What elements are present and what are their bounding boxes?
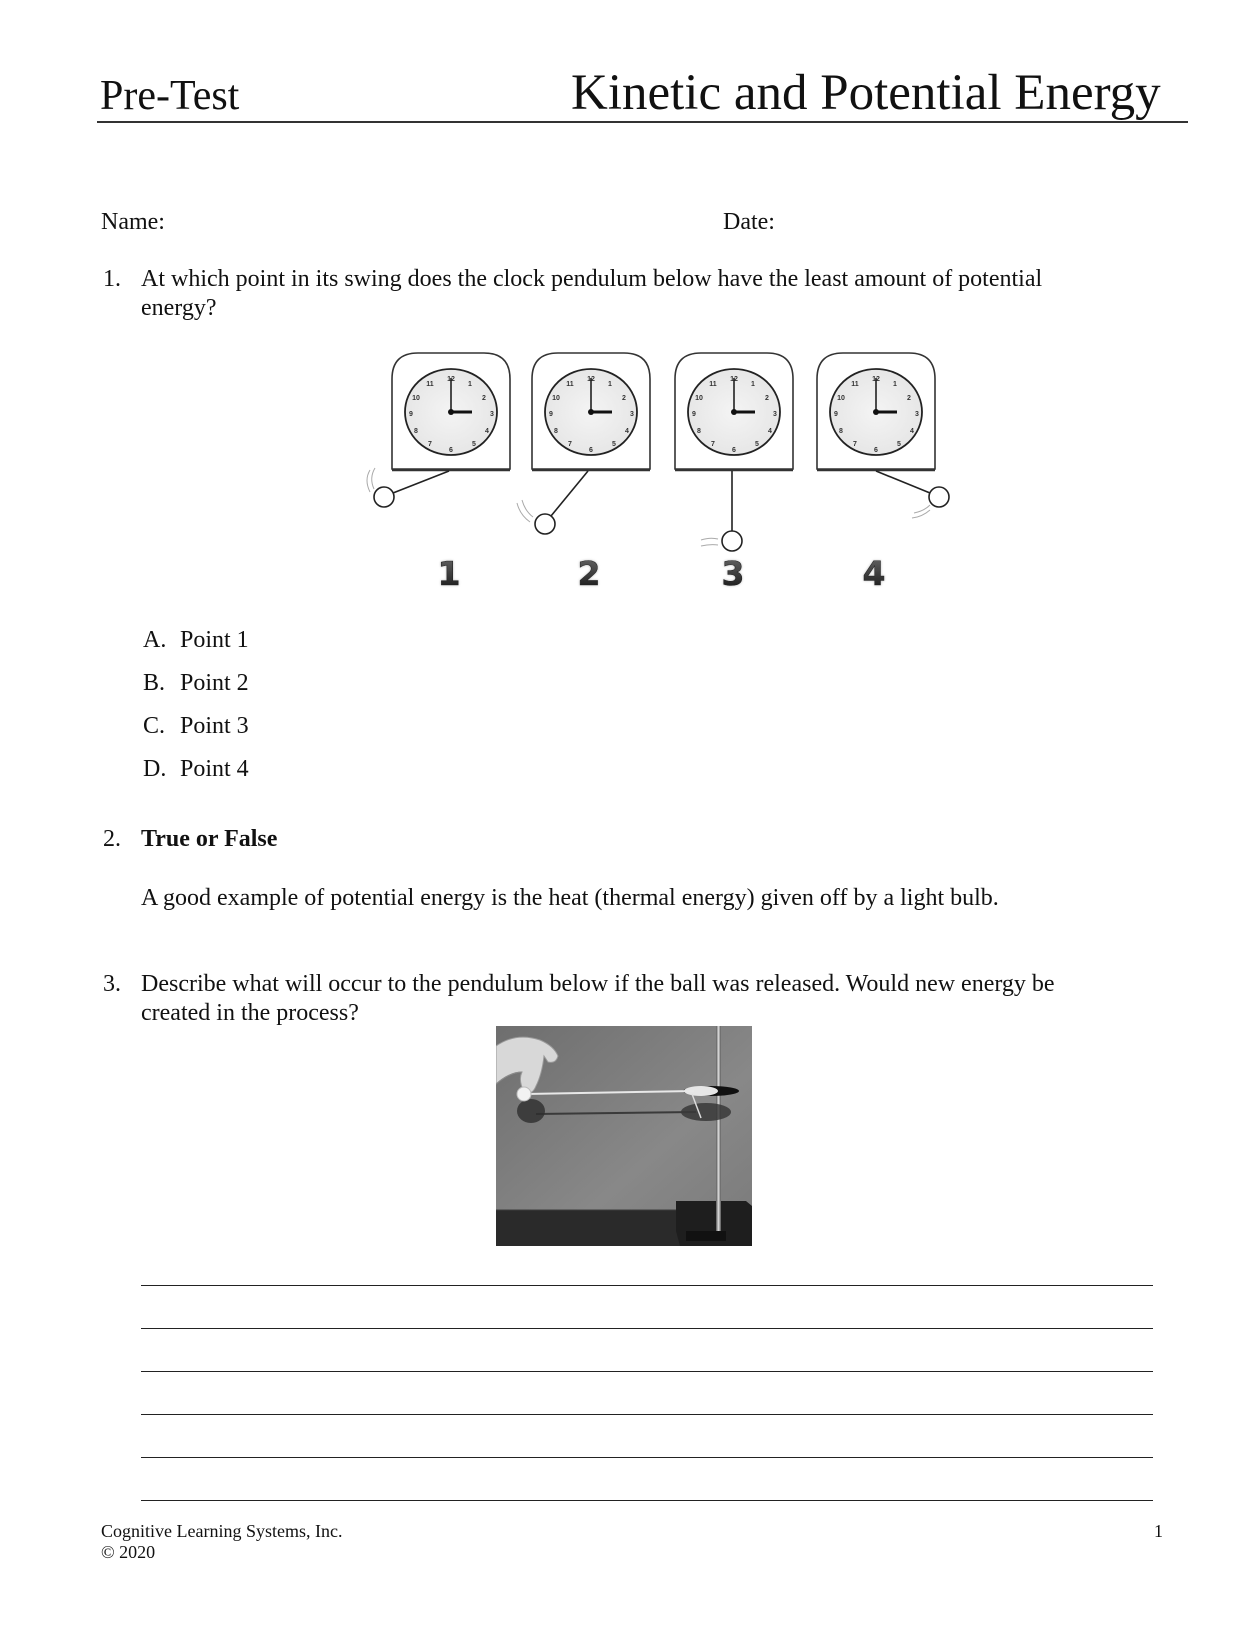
option-letter: C. <box>143 713 166 739</box>
answer-line-2[interactable] <box>141 1328 1153 1329</box>
question-number: 2. <box>103 826 121 852</box>
question-heading: True or False <box>141 826 278 852</box>
name-label: Name: <box>101 209 165 235</box>
option-letter: A. <box>143 627 167 653</box>
answer-line-3[interactable] <box>141 1371 1153 1372</box>
answer-line-6[interactable] <box>141 1500 1153 1501</box>
pretest-label: Pre-Test <box>100 73 240 119</box>
question-text-continued: created in the process? <box>141 1000 359 1026</box>
question-text: At which point in its swing does the clock pendulum below have the least amount of potential <box>141 266 1043 292</box>
clock-pendulum-figure: 12 1 2 3 4 5 6 7 8 9 10 11 1 2 3 4 <box>0 0 1260 620</box>
question-number: 1. <box>103 266 121 292</box>
page-title: Kinetic and Potential Energy <box>571 65 1161 121</box>
option-letter: B. <box>143 670 166 696</box>
point-label-4: 4 <box>862 554 886 593</box>
clock-2 <box>517 353 650 534</box>
pendulum-photo <box>496 1026 752 1246</box>
date-label: Date: <box>723 209 775 235</box>
pendulum-bob-icon <box>374 487 394 507</box>
clock-4 <box>817 353 949 518</box>
footer-copyright: © 2020 <box>101 1542 156 1562</box>
point-label-1: 1 <box>437 554 461 593</box>
true-false-statement: A good example of potential energy is the heat (thermal energy) given off by a light bulb. <box>141 885 999 911</box>
footer-company: Cognitive Learning Systems, Inc. <box>101 1521 343 1541</box>
header-divider <box>97 121 1188 123</box>
answer-line-4[interactable] <box>141 1414 1153 1415</box>
answer-line-1[interactable] <box>141 1285 1153 1286</box>
option-text: Point 3 <box>180 713 249 739</box>
option-text: Point 1 <box>180 627 249 653</box>
pendulum-bob-icon <box>929 487 949 507</box>
clock-1 <box>367 353 510 507</box>
pendulum-photo-image <box>496 1026 752 1246</box>
answer-line-5[interactable] <box>141 1457 1153 1458</box>
page-number: 1 <box>1154 1521 1163 1541</box>
option-text: Point 4 <box>180 756 249 782</box>
clock-3 <box>675 353 793 551</box>
point-label-3: 3 <box>721 554 745 593</box>
question-text: Describe what will occur to the pendulum below if the ball was released. Would new energy be <box>141 971 1055 997</box>
pendulum-bob-icon <box>535 514 555 534</box>
question-number: 3. <box>103 971 121 997</box>
option-text: Point 2 <box>180 670 249 696</box>
pendulum-bob-icon <box>722 531 742 551</box>
question-text-continued: energy? <box>141 295 217 321</box>
point-label-2: 2 <box>577 554 601 593</box>
option-letter: D. <box>143 756 167 782</box>
